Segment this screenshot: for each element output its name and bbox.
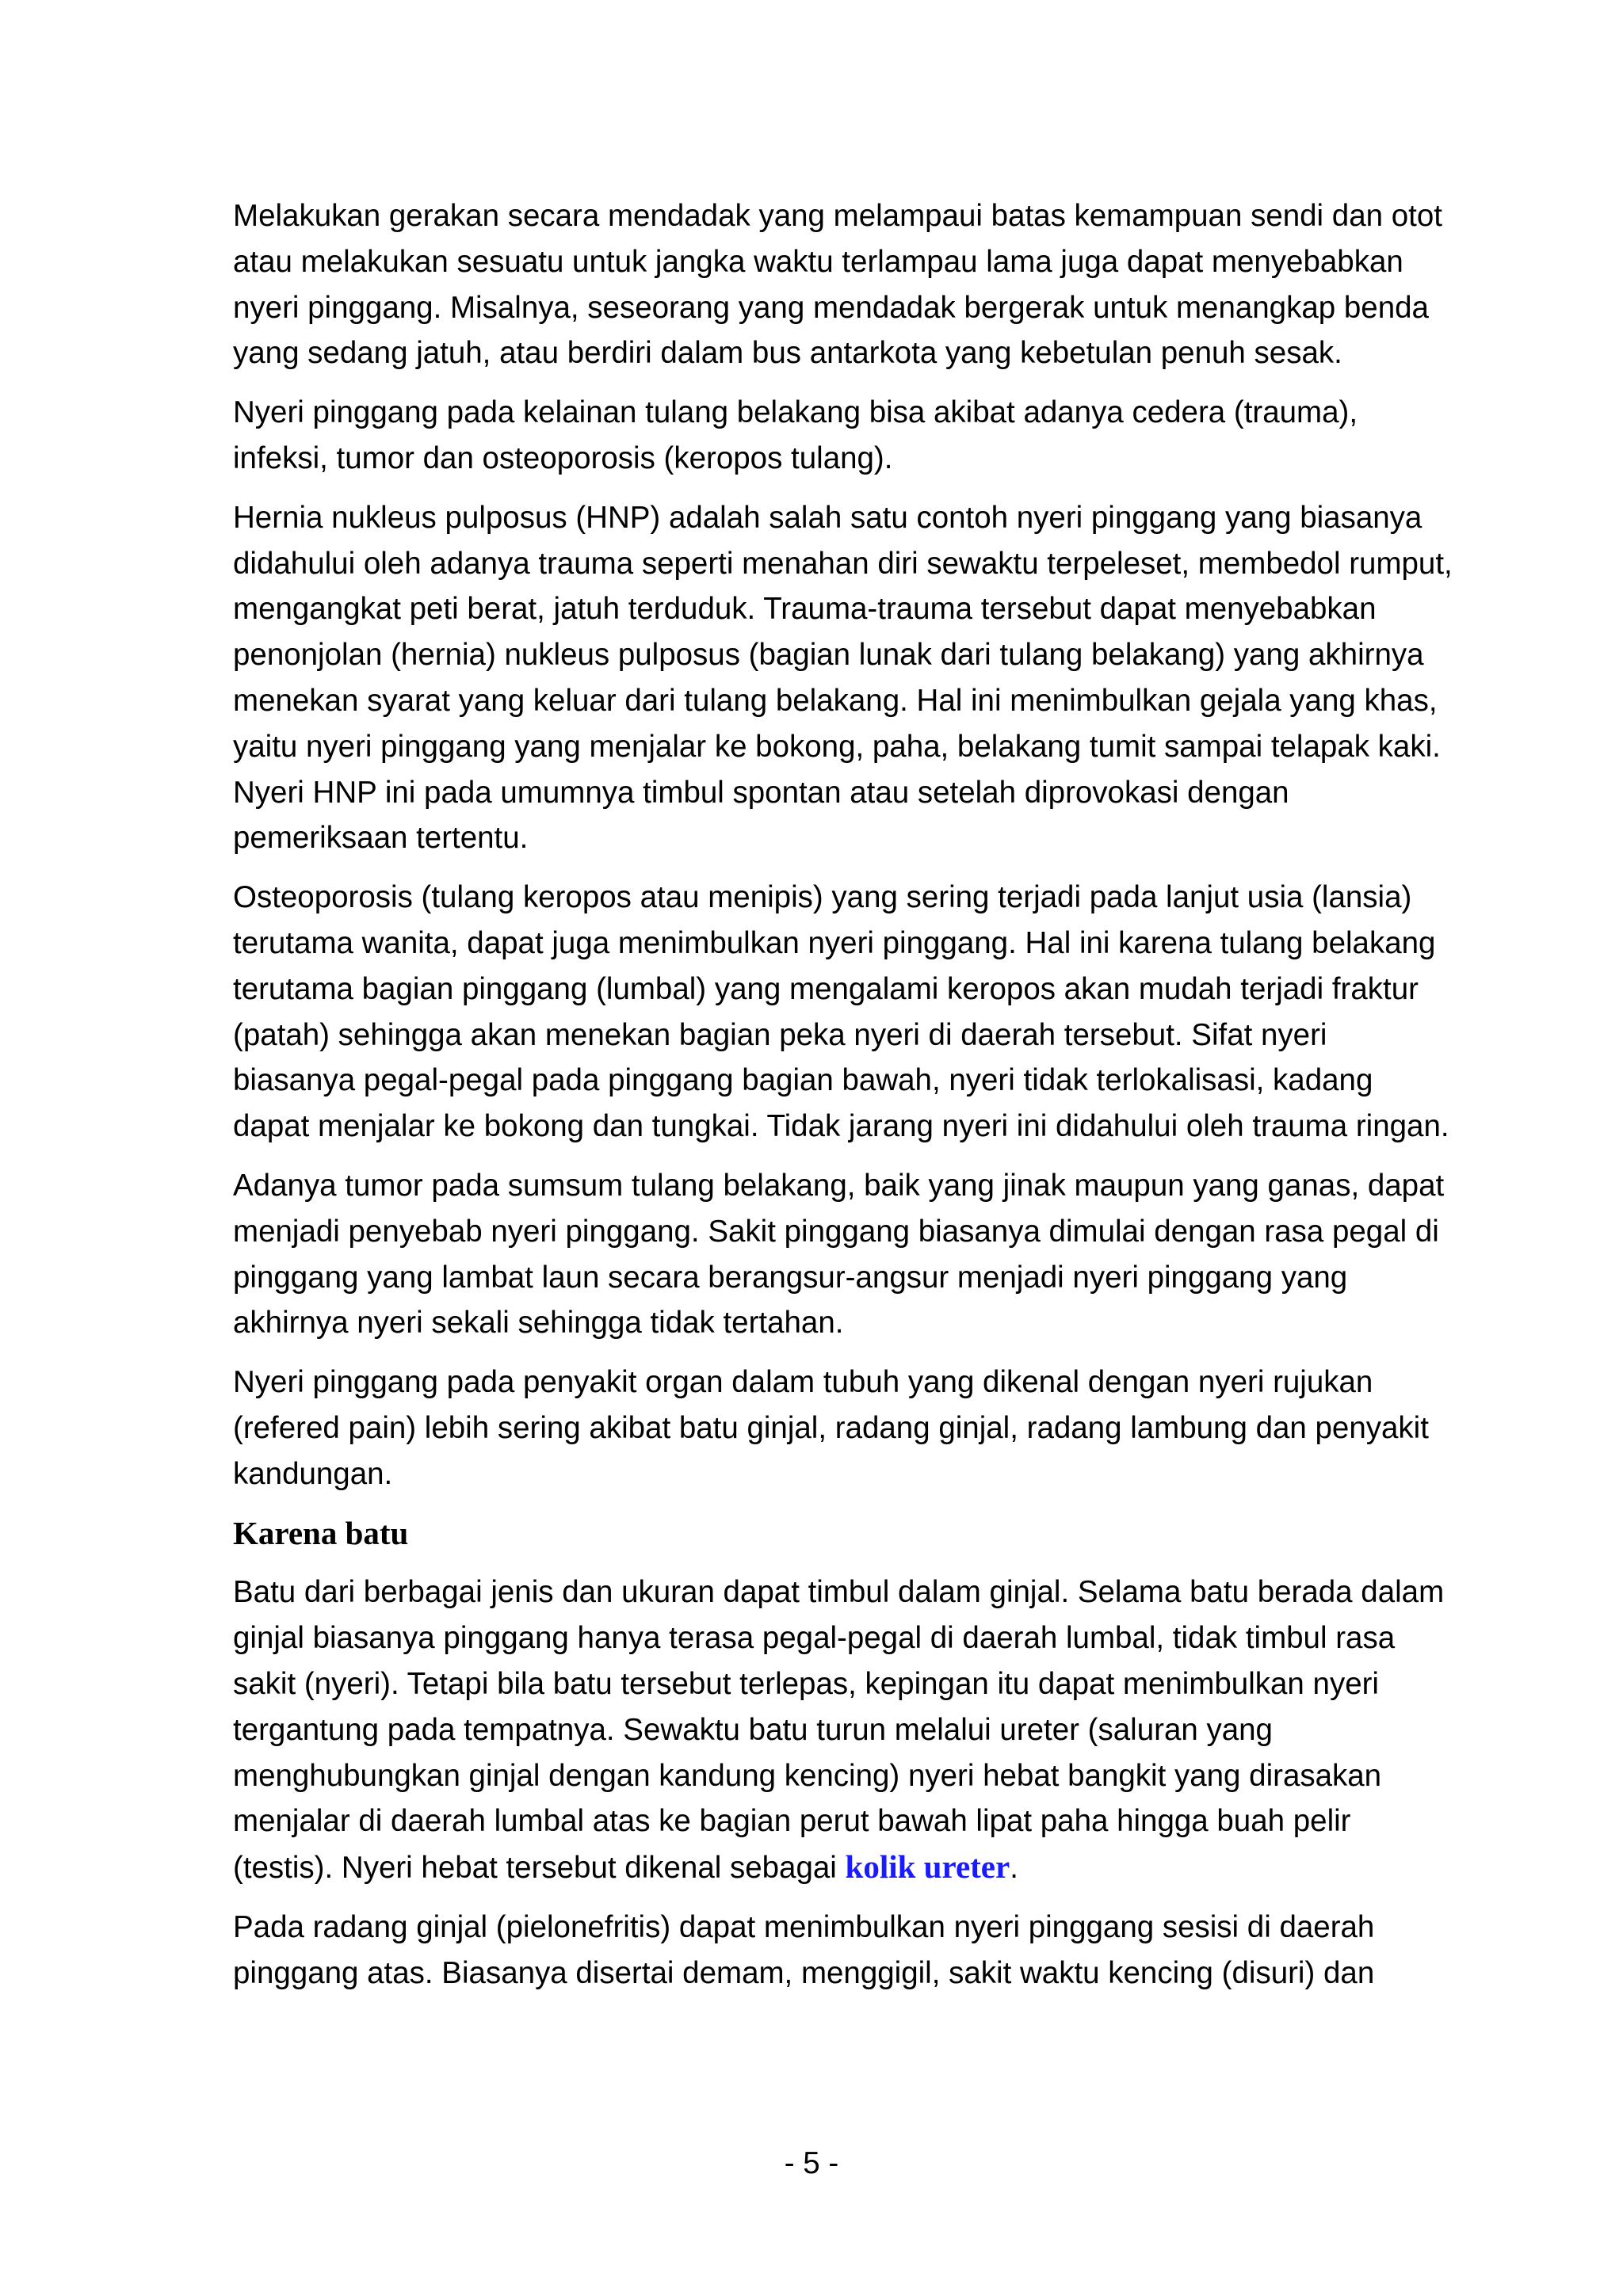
paragraph-spinal-disorders: Nyeri pinggang pada kelainan tulang belakang bisa akibat adanya cedera (trauma), infeksi, tumor dan osteoporosis (keropos tulang).	[233, 395, 1358, 475]
paragraph-pyelonephritis: Pada radang ginjal (pielonefritis) dapat menimbulkan nyeri pinggang sesisi di daerah pinggang atas. Biasanya disertai demam, menggigil, sakit waktu kencing (disuri) dan	[233, 1909, 1375, 1990]
paragraph-sudden-movement: Melakukan gerakan secara mendadak yang melampaui batas kemampuan sendi dan otot atau melakukan sesuatu untuk jangka waktu terlampau lama juga dapat menyebabkan nyeri pinggang. Misalnya, seseorang yang mendadak bergerak untuk menangkap benda yang sedang jatuh, atau berdiri dalam bus antarkota yang kebetulan penuh sesak.	[233, 199, 1442, 371]
paragraph-referred-pain: Nyeri pinggang pada penyakit organ dalam tubuh yang dikenal dengan nyeri rujukan (refered pain) lebih sering akibat batu ginjal, radang ginjal, radang lambung dan penyakit kandungan.	[233, 1365, 1429, 1491]
page-number: - 5 -	[784, 2146, 839, 2180]
paragraph-hernia: Hernia nukleus pulposus (HNP) adalah salah satu contoh nyeri pinggang yang biasanya didahului oleh adanya trauma seperti menahan diri sewaktu terpeleset, membedol rumput, mengangkat peti berat, jatuh terduduk. Trauma-trauma tersebut dapat menyebabkan penonjolan (hernia) nukleus pulposus (bagian lunak dari tulang belakang) yang akhirnya menekan syarat yang keluar dari tulang belakang. Hal ini menimbulkan gejala yang khas, yaitu nyeri pinggang yang menjalar ke bokong, paha, belakang tumit sampai telapak kaki. Nyeri HNP ini pada umumnya timbul spontan atau setelah diprovokasi dengan pemeriksaan tertentu.	[233, 500, 1453, 856]
kolik-ureter-link[interactable]: kolik ureter	[845, 1848, 1010, 1886]
kidney-stones-end: .	[1010, 1851, 1018, 1886]
kidney-stones-text: Batu dari berbagai jenis dan ukuran dapat timbul dalam ginjal. Selama batu berada dalam ginjal biasanya pinggang hanya terasa pegal-pegal di daerah lumbal, tidak timbul rasa sakit (nyeri). Tetapi bila batu tersebut terlepas, kepingan itu dapat menimbulkan nyeri tergantung pada tempatnya. Sewaktu batu turun melalui ureter (saluran yang menghubungkan ginjal dengan kandung kencing) nyeri hebat bangkit yang dirasakan menjalar di daerah lumbal atas ke bagian perut bawah lipat paha hingga buah pelir (testis). Nyeri hebat tersebut dikenal sebagai	[233, 1575, 1445, 1886]
paragraph-osteoporosis: Osteoporosis (tulang keropos atau menipis) yang sering terjadi pada lanjut usia (lansia) terutama wanita, dapat juga menimbulkan nyeri pinggang. Hal ini karena tulang belakang terutama bagian pinggang (lumbal) yang mengalami keropos akan mudah terjadi fraktur (patah) sehingga akan menekan bagian peka nyeri di daerah tersebut. Sifat nyeri biasanya pegal-pegal pada pinggang bagian bawah, nyeri tidak terlokalisasi, kadang dapat menjalar ke bokong dan tungkai. Tidak jarang nyeri ini didahului oleh trauma ringan.	[233, 880, 1449, 1144]
paragraph-tumor: Adanya tumor pada sumsum tulang belakang, baik yang jinak maupun yang ganas, dapat menjadi penyebab nyeri pinggang. Sakit pinggang biasanya dimulai dengan rasa pegal di pinggang yang lambat laun secara berangsur-angsur menjadi nyeri pinggang yang akhirnya nyeri sekali sehingga tidak tertahan.	[233, 1168, 1445, 1341]
paragraph-kidney-stones	[233, 1569, 1453, 1891]
document-body	[233, 193, 1453, 2009]
section-heading: Karena batu	[233, 1514, 409, 1551]
